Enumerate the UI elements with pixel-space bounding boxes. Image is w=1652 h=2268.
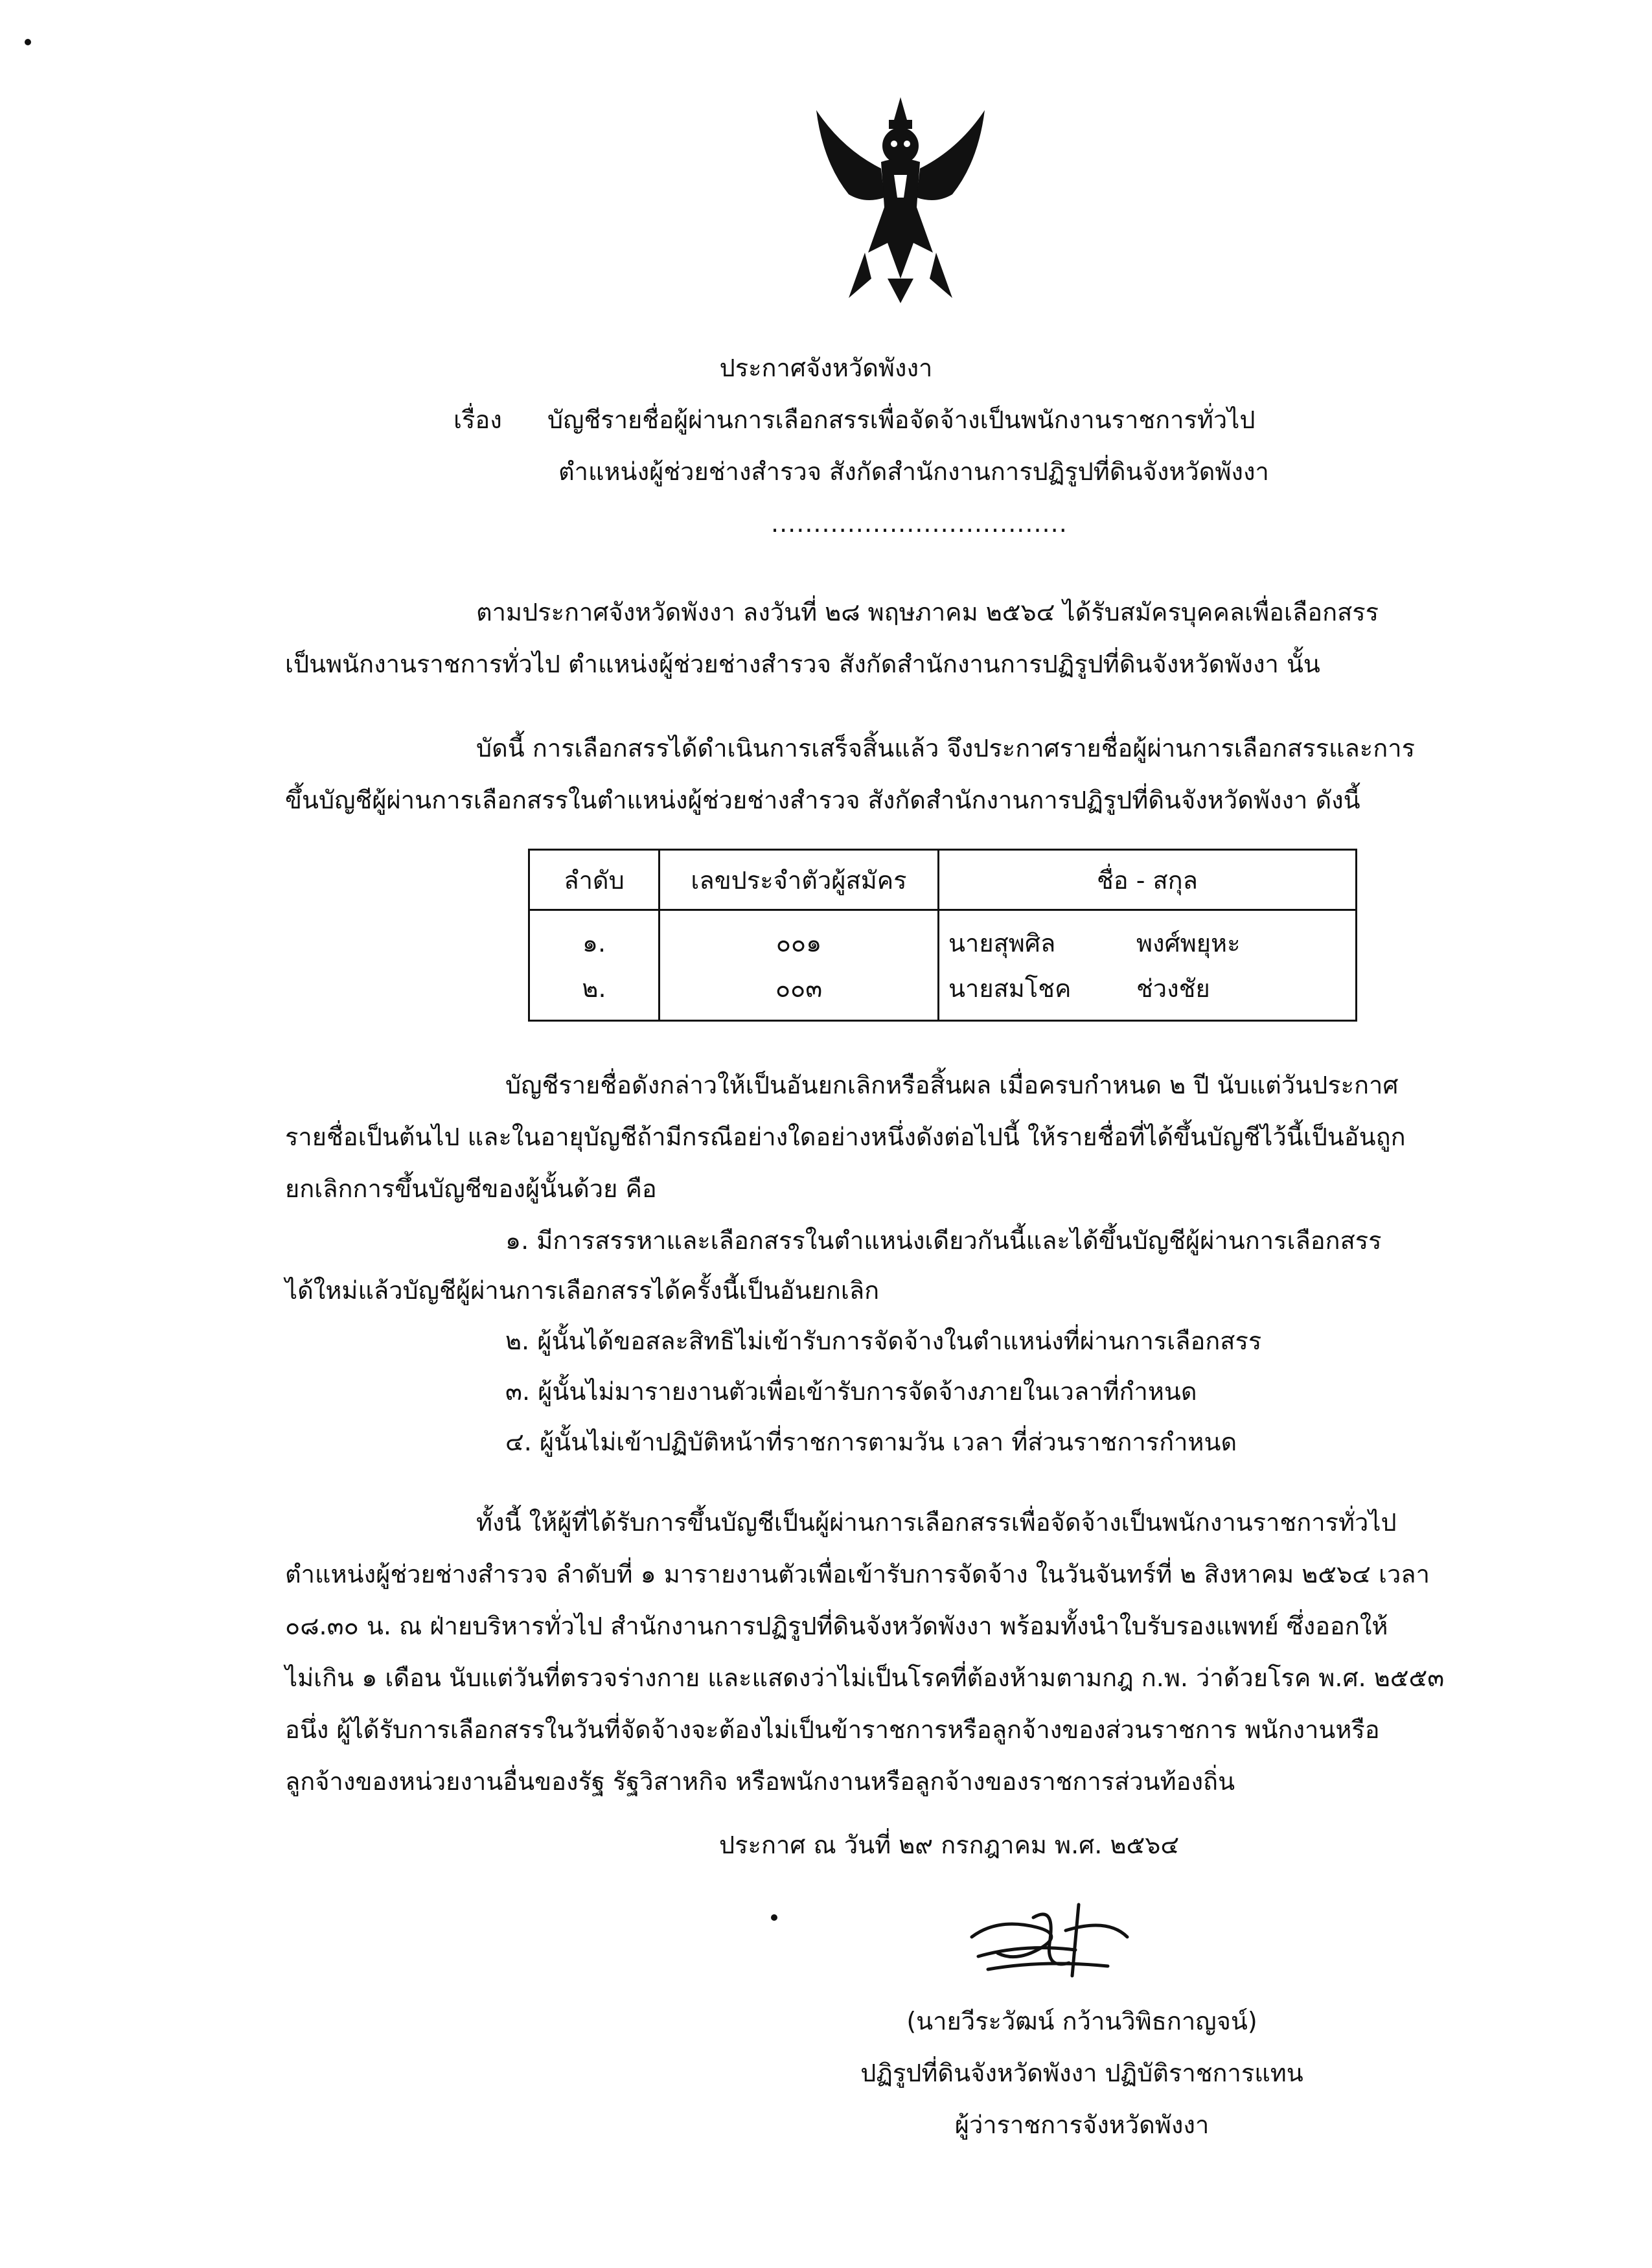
paragraph-4-line-5: อนึ่ง ผู้ได้รับการเลือกสรรในวันที่จัดจ้างจะต้องไม่เป็นข้าราชการหรือลูกจ้างของส่วนราชการ พนักงานหรือ: [285, 1715, 1380, 1744]
signature-icon: [959, 1892, 1153, 1995]
subject-line-2: ตำแหน่งผู้ช่วยช่างสำรวจ สังกัดสำนักงานการปฏิรูปที่ดินจังหวัดพังงา: [558, 457, 1269, 486]
column-header-order: ลำดับ: [529, 850, 660, 910]
subject-label: เรื่อง: [453, 406, 502, 434]
condition-1-line-2: ได้ใหม่แล้วบัญชีผู้ผ่านการเลือกสรรได้ครั้งนี้เป็นอันยกเลิก: [285, 1276, 880, 1305]
row-first-name: นายสุพศิล: [948, 928, 1056, 957]
condition-4: ๔. ผู้นั้นไม่เข้าปฏิบัติหน้าที่ราชการตามวัน เวลา ที่ส่วนราชการกำหนด: [505, 1428, 1237, 1456]
condition-2: ๒. ผู้นั้นได้ขอสละสิทธิไม่เข้ารับการจัดจ้างในตำแหน่งที่ผ่านการเลือกสรร: [505, 1327, 1262, 1355]
paragraph-4-line-1: ทั้งนี้ ให้ผู้ที่ได้รับการขึ้นบัญชีเป็นผู้ผ่านการเลือกสรรเพื่อจัดจ้างเป็นพนักงานราชการทั่วไป: [476, 1508, 1397, 1537]
separator: ...................................: [771, 509, 1068, 538]
paragraph-4-line-3: ๐๘.๓๐ น. ณ ฝ่ายบริหารทั่วไป สำนักงานการปฏิรูปที่ดินจังหวัดพังงา พร้อมทั้งนำใบรับรองแพทย์ ซึ่งออกให้: [285, 1612, 1388, 1640]
scan-speck: [25, 39, 31, 45]
condition-3: ๓. ผู้นั้นไม่มารายงานตัวเพื่อเข้ารับการจัดจ้างภายในเวลาที่กำหนด: [505, 1377, 1197, 1406]
condition-1-line-1: ๑. มีการสรรหาและเลือกสรรในตำแหน่งเดียวกันนี้และได้ขึ้นบัญชีผู้ผ่านการเลือกสรร: [505, 1226, 1382, 1255]
paragraph-4-line-4: ไม่เกิน ๑ เดือน นับแต่วันที่ตรวจร่างกาย และแสดงว่าไม่เป็นโรคที่ต้องห้ามตามกฎ ก.พ. ว่าด้วยโรค พ.ศ. ๒๕๕๓: [285, 1664, 1445, 1692]
signer-title-1: ปฏิรูปที่ดินจังหวัดพังงา ปฏิบัติราชการแทน: [860, 2059, 1303, 2087]
paragraph-3-line-2: รายชื่อเป็นต้นไป และในอายุบัญชีถ้ามีกรณีอย่างใดอย่างหนึ่งดังต่อไปนี้ ให้รายชื่อที่ได้ขึ้นบัญชีไว้นี้เป็นอันถูก: [285, 1123, 1406, 1151]
candidate-table: [528, 849, 1357, 1022]
garuda-emblem-icon: [803, 84, 998, 304]
table-row: [529, 965, 1357, 1021]
row-full-name: [939, 910, 1357, 966]
column-header-applicant-id: เลขประจำตัวผู้สมัคร: [660, 850, 939, 910]
row-order: ๒.: [529, 965, 660, 1021]
document-title: ประกาศจังหวัดพังงา: [719, 354, 933, 382]
row-first-name: นายสมโชค: [948, 974, 1072, 1003]
table-row: [529, 910, 1357, 966]
row-full-name: [939, 965, 1357, 1021]
row-applicant-id: ๐๐๓: [660, 965, 939, 1021]
paragraph-2-line-2: ขึ้นบัญชีผู้ผ่านการเลือกสรรในตำแหน่งผู้ช่วยช่างสำรวจ สังกัดสำนักงานการปฏิรูปที่ดินจังหวัดพังงา ดังนี้: [285, 786, 1360, 814]
signer-title-2: ผู้ว่าราชการจังหวัดพังงา: [954, 2111, 1210, 2139]
row-last-name: พงศ์พยุหะ: [1136, 928, 1241, 957]
row-applicant-id: ๐๐๑: [660, 910, 939, 966]
paragraph-1-line-2: เป็นพนักงานราชการทั่วไป ตำแหน่งผู้ช่วยช่างสำรวจ สังกัดสำนักงานการปฏิรูปที่ดินจังหวัดพังงา นั้น: [285, 650, 1320, 678]
scan-speck: [771, 1914, 777, 1921]
paragraph-1-line-1: ตามประกาศจังหวัดพังงา ลงวันที่ ๒๘ พฤษภาคม ๒๕๖๔ ได้รับสมัครบุคคลเพื่อเลือกสรร: [476, 598, 1379, 626]
paragraph-3-line-3: ยกเลิกการขึ้นบัญชีของผู้นั้นด้วย คือ: [285, 1174, 657, 1203]
paragraph-3-line-1: บัญชีรายชื่อดังกล่าวให้เป็นอันยกเลิกหรือสิ้นผล เมื่อครบกำหนด ๒ ปี นับแต่วันประกาศ: [505, 1071, 1399, 1099]
announcement-date: ประกาศ ณ วันที่ ๒๙ กรกฎาคม พ.ศ. ๒๕๖๔: [719, 1831, 1180, 1859]
column-header-full-name: ชื่อ - สกุล: [939, 850, 1357, 910]
row-last-name: ช่วงชัย: [1136, 974, 1210, 1003]
paragraph-2-line-1: บัดนี้ การเลือกสรรได้ดำเนินการเสร็จสิ้นแล้ว จึงประกาศรายชื่อผู้ผ่านการเลือกสรรและการ: [476, 734, 1415, 762]
paragraph-4-line-2: ตำแหน่งผู้ช่วยช่างสำรวจ ลำดับที่ ๑ มารายงานตัวเพื่อเข้ารับการจัดจ้าง ในวันจันทร์ที่ ๒ สิงหาคม ๒๕๖๔ เวลา: [285, 1560, 1430, 1588]
paragraph-4-line-6: ลูกจ้างของหน่วยงานอื่นของรัฐ รัฐวิสาหกิจ หรือพนักงานหรือลูกจ้างของราชการส่วนท้องถิ่น: [285, 1767, 1235, 1796]
table-header-row: [529, 850, 1357, 910]
signer-name: (นายวีระวัฒน์ กว้านวิพิธกาญจน์): [906, 2007, 1257, 2035]
subject-line-1: บัญชีรายชื่อผู้ผ่านการเลือกสรรเพื่อจัดจ้างเป็นพนักงานราชการทั่วไป: [547, 406, 1256, 434]
row-order: ๑.: [529, 910, 660, 966]
